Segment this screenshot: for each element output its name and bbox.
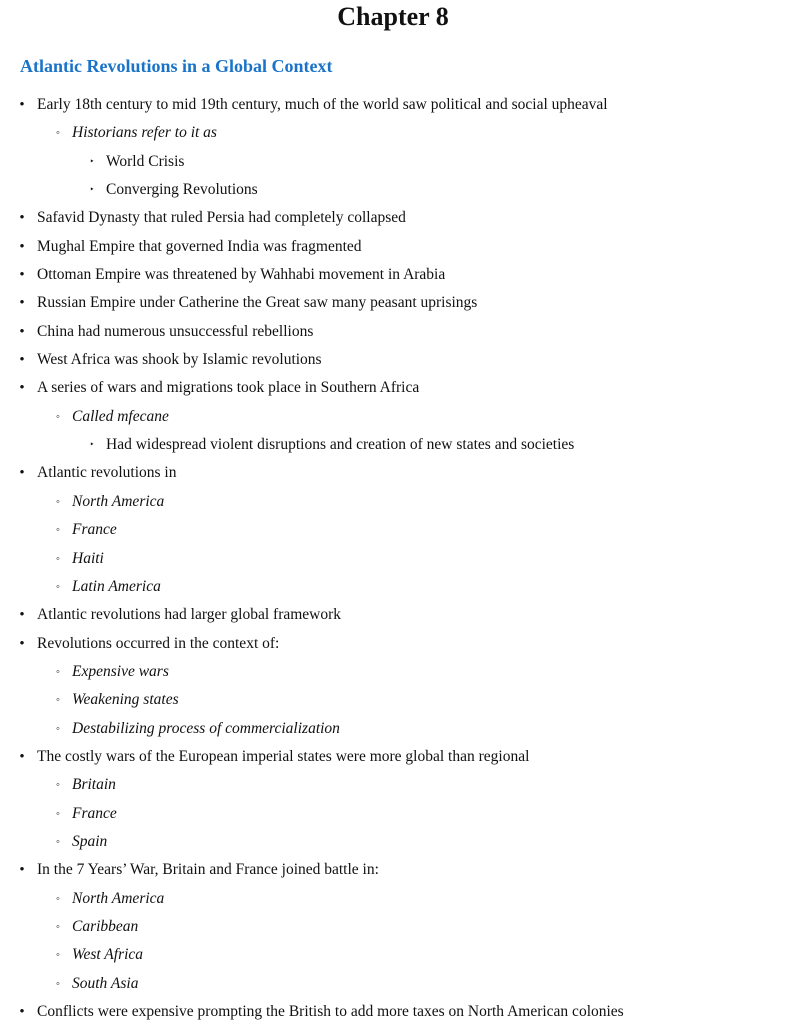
outline-item-level-1 — [0, 998, 786, 1026]
bullet-icon: • — [19, 295, 25, 312]
outline-item-text: Spain — [72, 832, 108, 850]
outline-item-level-1 — [0, 204, 786, 232]
outline-item-text: Mughal Empire that governed India was fragmented — [37, 237, 362, 255]
bullet-icon: ◦ — [56, 807, 60, 820]
bullet-icon: ◦ — [56, 779, 60, 792]
outline-item-level-2 — [0, 885, 786, 913]
bullet-icon: • — [19, 97, 25, 113]
chapter-title: Chapter 8 — [337, 2, 449, 31]
outline-item-level-2 — [0, 573, 786, 601]
outline-item-text: A series of wars and migrations took place in Southern Africa — [37, 379, 420, 397]
outline-item-text: The costly wars of the European imperial states were more global than regional — [37, 747, 530, 765]
outline-item-level-3 — [0, 431, 786, 459]
outline-item-text: Ottoman Empire was threatened by Wahhabi movement in Arabia — [37, 266, 446, 284]
outline-item-text: Russian Empire under Catherine the Great saw many peasant uprisings — [37, 294, 478, 312]
bullet-icon: ◦ — [56, 665, 60, 678]
bullet-icon: • — [19, 465, 25, 482]
bullet-icon: ‣ — [89, 440, 95, 450]
outline-item-text: Called mfecane — [72, 407, 169, 425]
outline-item-level-2 — [0, 686, 786, 714]
outline-item-level-2 — [0, 800, 786, 828]
outline-item-text: Destabilizing process of commercialization — [72, 719, 340, 737]
outline-item-text: Britain — [72, 776, 116, 794]
outline-item-level-1 — [0, 318, 786, 346]
bullet-icon: ‣ — [89, 185, 95, 195]
outline-item-text: Historians refer to it as — [72, 124, 217, 142]
outline-item-text: South Asia — [72, 974, 139, 992]
bullet-icon: • — [19, 267, 25, 284]
outline-item-text: Early 18th century to mid 19th century, much of the world saw political and social upheaval — [37, 96, 608, 113]
outline-item-level-3 — [0, 176, 786, 204]
bullet-icon: ◦ — [56, 835, 60, 848]
bullet-icon: • — [19, 352, 25, 369]
outline-item-level-2 — [0, 545, 786, 573]
outline-item-level-1 — [0, 346, 786, 374]
bullet-icon: • — [19, 635, 25, 652]
bullet-icon: • — [19, 210, 25, 227]
outline-item-level-2 — [0, 658, 786, 686]
outline-item-level-2 — [0, 119, 786, 147]
outline-item-level-3 — [0, 148, 786, 176]
outline-item-level-1 — [0, 233, 786, 261]
bullet-icon: ◦ — [56, 722, 60, 735]
outline-item-level-1 — [0, 743, 786, 771]
bullet-icon: ◦ — [56, 694, 60, 707]
bullet-icon: ◦ — [56, 552, 60, 565]
bullet-icon: ◦ — [56, 920, 60, 933]
outline-item-text: Caribbean — [72, 917, 139, 935]
outline-item-text: France — [72, 804, 117, 822]
outline-item-text: Latin America — [72, 577, 161, 595]
outline-item-level-1 — [0, 856, 786, 884]
outline-item-level-2 — [0, 771, 786, 799]
bullet-icon: ◦ — [56, 410, 60, 423]
outline-item-text: World Crisis — [106, 152, 185, 170]
outline-item-text: North America — [72, 889, 165, 907]
outline-item-level-1 — [0, 630, 786, 658]
outline-list — [0, 91, 786, 1026]
outline-item-text: China had numerous unsuccessful rebellions — [37, 322, 314, 340]
outline-item-level-2 — [0, 828, 786, 856]
bullet-icon: • — [19, 607, 25, 624]
outline-item-text: Safavid Dynasty that ruled Persia had completely collapsed — [37, 209, 406, 227]
outline-item-level-1 — [0, 374, 786, 402]
bullet-icon: ◦ — [56, 892, 60, 905]
outline-item-level-2 — [0, 488, 786, 516]
bullet-icon: • — [19, 1004, 25, 1020]
outline-item-level-1 — [0, 459, 786, 487]
outline-item-text: Converging Revolutions — [106, 181, 258, 199]
outline-item-level-2 — [0, 715, 786, 743]
outline-item-level-1 — [0, 289, 786, 317]
bullet-icon: • — [19, 862, 25, 879]
bullet-icon: ◦ — [56, 524, 60, 537]
bullet-icon: • — [19, 238, 25, 255]
outline-item-text: West Africa was shook by Islamic revolutions — [37, 351, 322, 369]
outline-item-level-1 — [0, 91, 786, 119]
outline-item-level-2 — [0, 403, 786, 431]
bullet-icon: • — [19, 380, 25, 397]
bullet-icon: • — [19, 323, 25, 340]
bullet-icon: • — [19, 748, 25, 765]
bullet-icon: ◦ — [56, 949, 60, 962]
outline-item-text: Had widespread violent disruptions and creation of new states and societies — [106, 436, 575, 454]
outline-item-text: Expensive wars — [72, 662, 169, 680]
outline-item-level-2 — [0, 941, 786, 969]
section-heading: Atlantic Revolutions in a Global Context — [20, 56, 333, 76]
outline-item-level-1 — [0, 601, 786, 629]
outline-item-text: Atlantic revolutions in — [37, 464, 177, 482]
outline-item-level-2 — [0, 913, 786, 941]
bullet-icon: ◦ — [56, 127, 60, 140]
outline-item-text: France — [72, 521, 117, 539]
outline-item-level-1 — [0, 261, 786, 289]
outline-item-text: North America — [72, 492, 165, 510]
bullet-icon: ◦ — [56, 977, 60, 990]
outline-item-text: Conflicts were expensive prompting the British to add more taxes on North American colonies — [37, 1003, 624, 1020]
outline-item-level-2 — [0, 516, 786, 544]
bullet-icon: ‣ — [89, 156, 95, 166]
bullet-icon: ◦ — [56, 580, 60, 593]
outline-item-level-2 — [0, 970, 786, 998]
outline-item-text: West Africa — [72, 946, 144, 964]
outline-item-text: Weakening states — [72, 691, 179, 709]
bullet-icon: ◦ — [56, 495, 60, 508]
outline-item-text: In the 7 Years’ War, Britain and France joined battle in: — [37, 861, 379, 879]
outline-item-text: Revolutions occurred in the context of: — [37, 634, 280, 652]
outline-item-text: Atlantic revolutions had larger global framework — [37, 606, 342, 624]
outline-item-text: Haiti — [72, 549, 104, 567]
